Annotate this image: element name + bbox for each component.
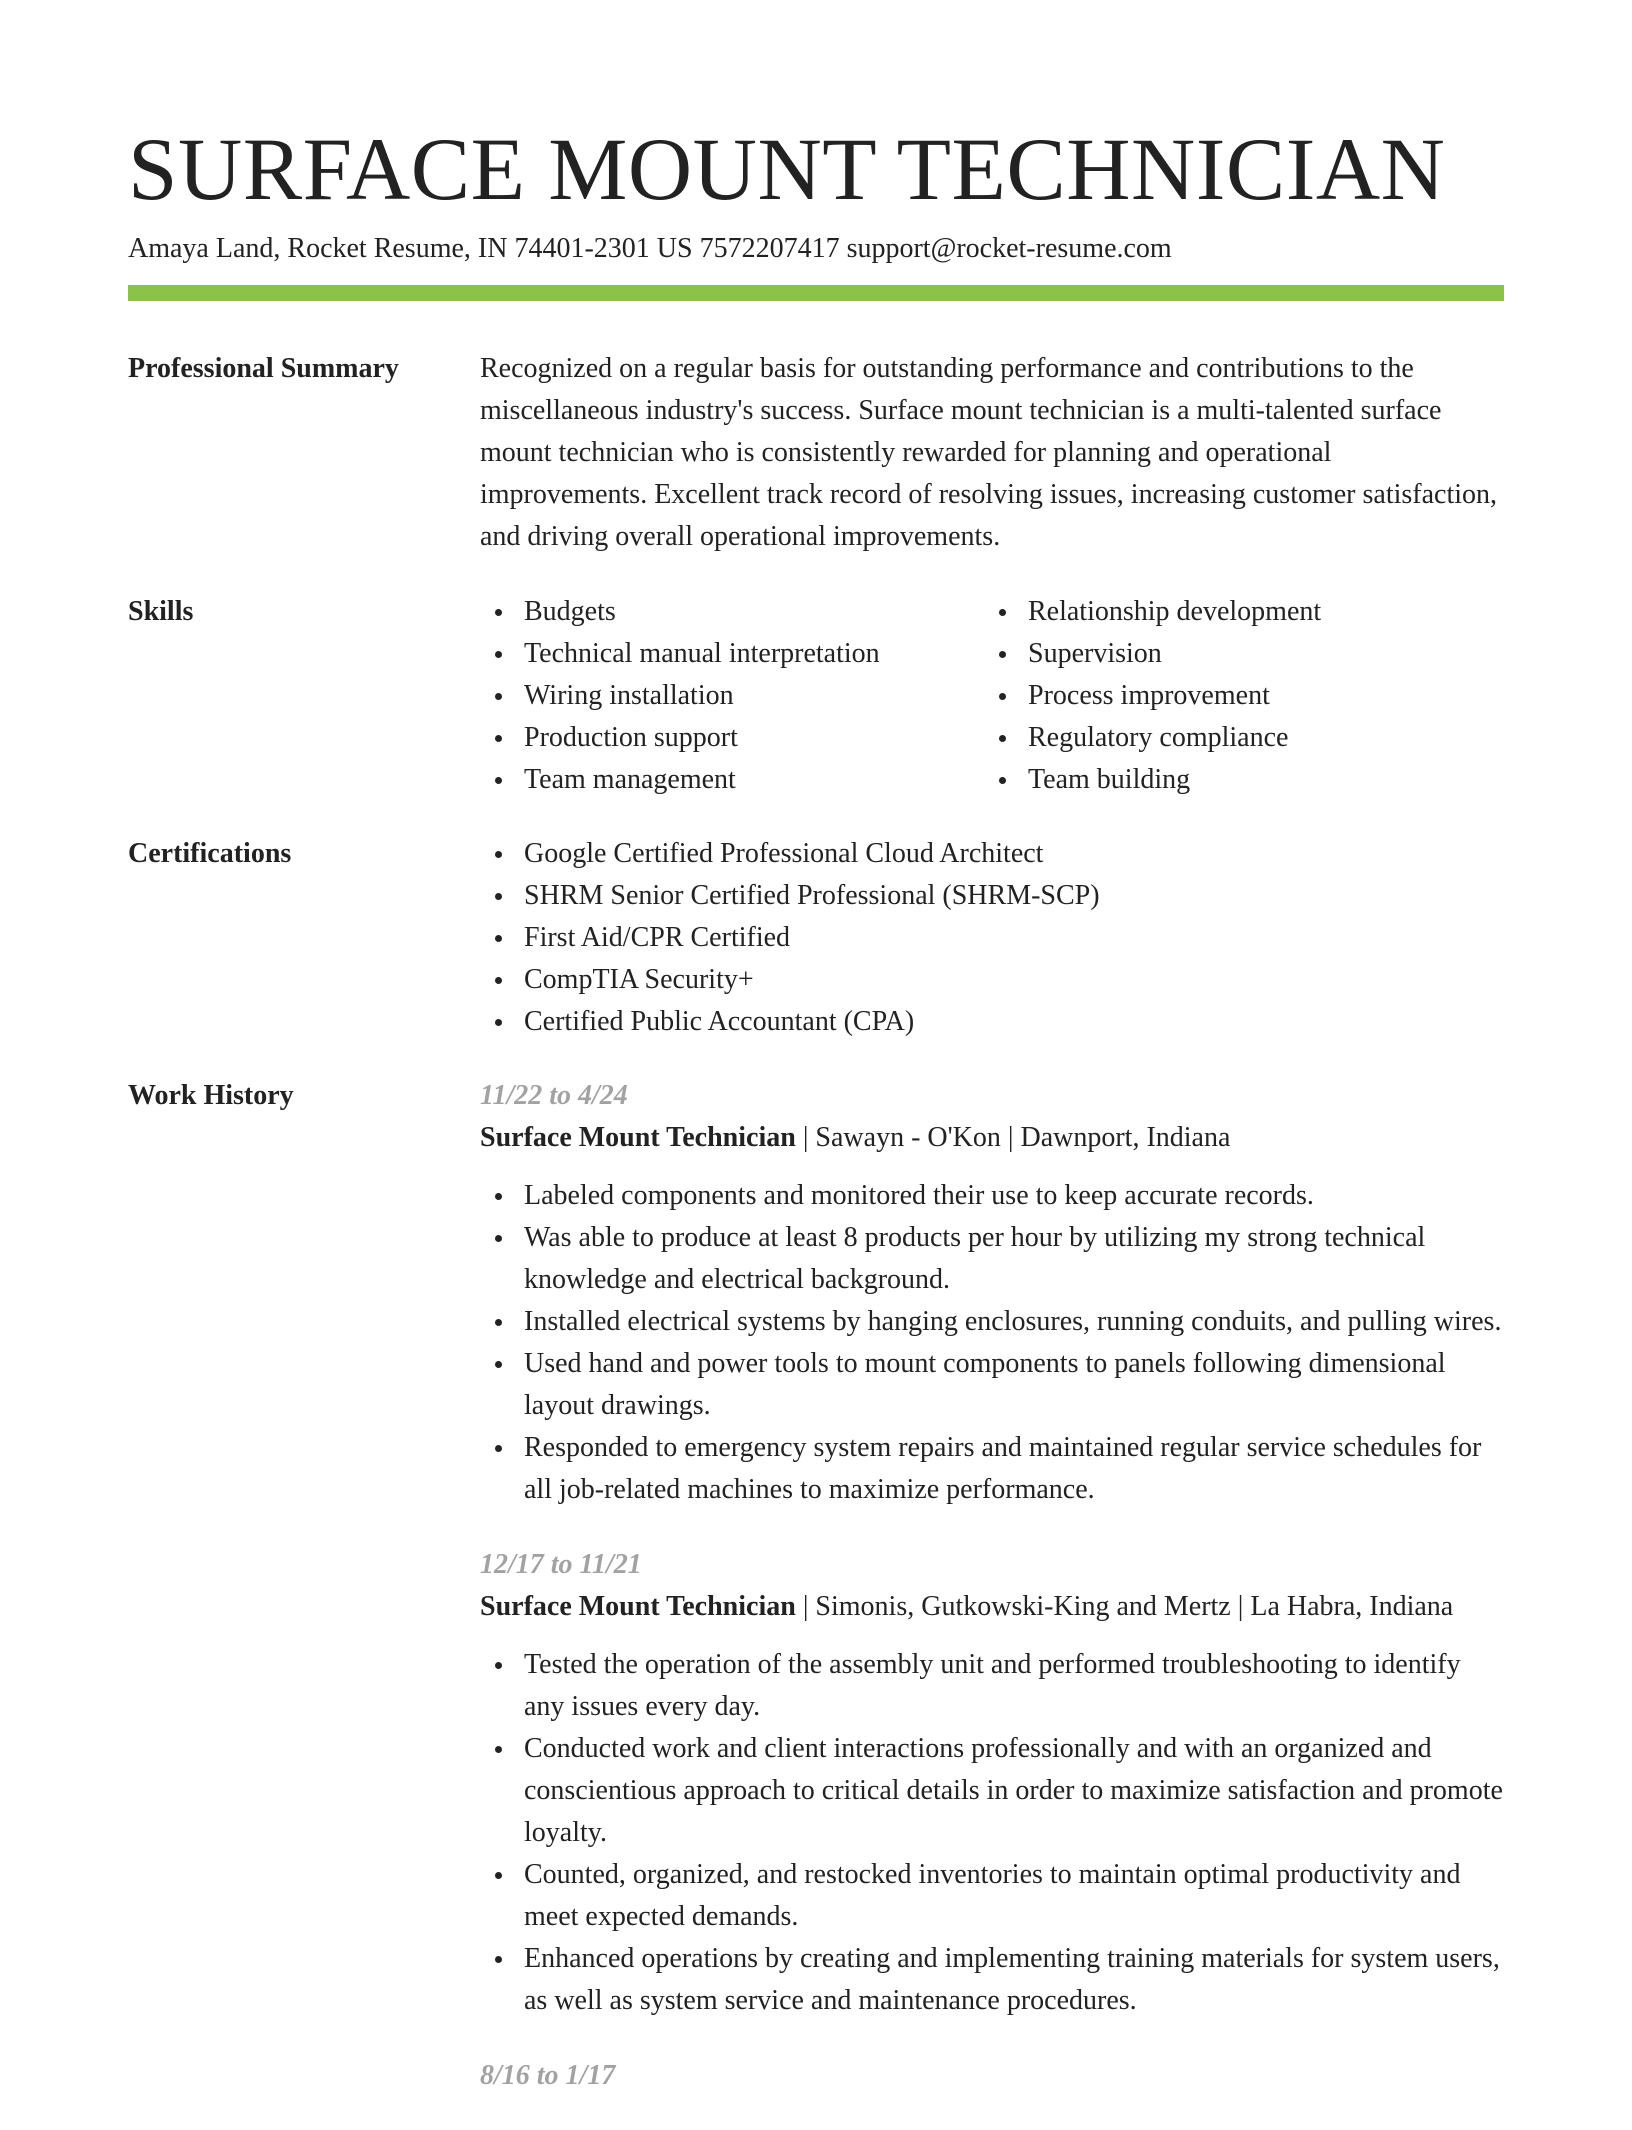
accent-divider (128, 285, 1504, 301)
skill-item: Supervision (984, 633, 1488, 675)
summary-text: Recognized on a regular basis for outstanding performance and contributions to the miscellaneous industry's success. Surface mount technician is a multi-talented surface mount technician who is consistently rewarded for planning and operational improvements. Excellent track record of resolving issues, increasing customer satisfaction, and driving overall operational improvements. (480, 353, 1498, 552)
job-bullets (480, 1644, 1504, 2022)
job-entry (480, 1075, 1504, 1511)
job-bullet: Conducted work and client interactions professionally and with an organized and conscientious approach to critical details in order to maximize satisfaction and promote loyalty. (480, 1728, 1504, 1854)
job-bullets (480, 1175, 1504, 1511)
skill-item: Team building (984, 759, 1488, 801)
skills-list-right (984, 591, 1488, 801)
skill-item: Technical manual interpretation (480, 633, 984, 675)
job-heading (480, 1586, 1504, 1628)
certification-item: SHRM Senior Certified Professional (SHRM-SCP) (480, 875, 1504, 917)
job-bullet: Counted, organized, and restocked inventories to maintain optimal productivity and meet expected demands. (480, 1854, 1504, 1938)
certifications-body (480, 833, 1504, 1043)
work-history-body (480, 1075, 1504, 2130)
skill-item: Production support (480, 717, 984, 759)
skills-list-left (480, 591, 984, 801)
job-bullet: Enhanced operations by creating and implementing training materials for system users, as well as system service and maintenance procedures. (480, 1938, 1504, 2022)
certification-item: Certified Public Accountant (CPA) (480, 1001, 1504, 1043)
job-details: | Sawayn - O'Kon | Dawnport, Indiana (795, 1122, 1231, 1153)
job-dates: 12/17 to 11/21 (480, 1549, 642, 1580)
section-label-work-history: Work History (128, 1080, 294, 1111)
job-bullet: Tested the operation of the assembly unit and performed troubleshooting to identify any issues every day. (480, 1644, 1504, 1728)
job-bullet: Was able to produce at least 8 products per hour by utilizing my strong technical knowledge and electrical background. (480, 1217, 1504, 1301)
skills-columns (480, 591, 1504, 801)
certification-item: First Aid/CPR Certified (480, 917, 1504, 959)
certifications-list (480, 833, 1504, 1043)
certification-item: Google Certified Professional Cloud Architect (480, 833, 1504, 875)
skill-item: Process improvement (984, 675, 1488, 717)
job-entry (480, 2055, 1504, 2097)
job-bullet: Installed electrical systems by hanging enclosures, running conduits, and pulling wires. (480, 1301, 1504, 1343)
job-bullet: Responded to emergency system repairs and maintained regular service schedules for all job-related machines to maximize performance. (480, 1427, 1504, 1511)
job-title: Surface Mount Technician (480, 1591, 796, 1622)
certification-item: CompTIA Security+ (480, 959, 1504, 1001)
skill-item: Regulatory compliance (984, 717, 1488, 759)
job-bullet: Labeled components and monitored their use to keep accurate records. (480, 1175, 1504, 1217)
job-dates: 8/16 to 1/17 (480, 2060, 616, 2091)
skill-item: Team management (480, 759, 984, 801)
skill-item: Budgets (480, 591, 984, 633)
job-entry (480, 1544, 1504, 2022)
section-label-summary: Professional Summary (128, 353, 399, 384)
job-details: | Simonis, Gutkowski-King and Mertz | La Habra, Indiana (795, 1591, 1454, 1622)
section-label-certifications: Certifications (128, 838, 292, 869)
job-bullet: Used hand and power tools to mount components to panels following dimensional layout drawings. (480, 1343, 1504, 1427)
job-heading (480, 1117, 1504, 1159)
job-title: Surface Mount Technician (480, 1122, 796, 1153)
resume-title: SURFACE MOUNT TECHNICIAN (128, 121, 1446, 219)
job-dates: 11/22 to 4/24 (480, 1080, 628, 1111)
contact-line: Amaya Land, Rocket Resume, IN 74401-2301 US 7572207417 support@rocket-resume.com (128, 233, 1172, 264)
skill-item: Relationship development (984, 591, 1488, 633)
summary-body (480, 348, 1504, 558)
section-label-skills: Skills (128, 596, 194, 627)
skill-item: Wiring installation (480, 675, 984, 717)
